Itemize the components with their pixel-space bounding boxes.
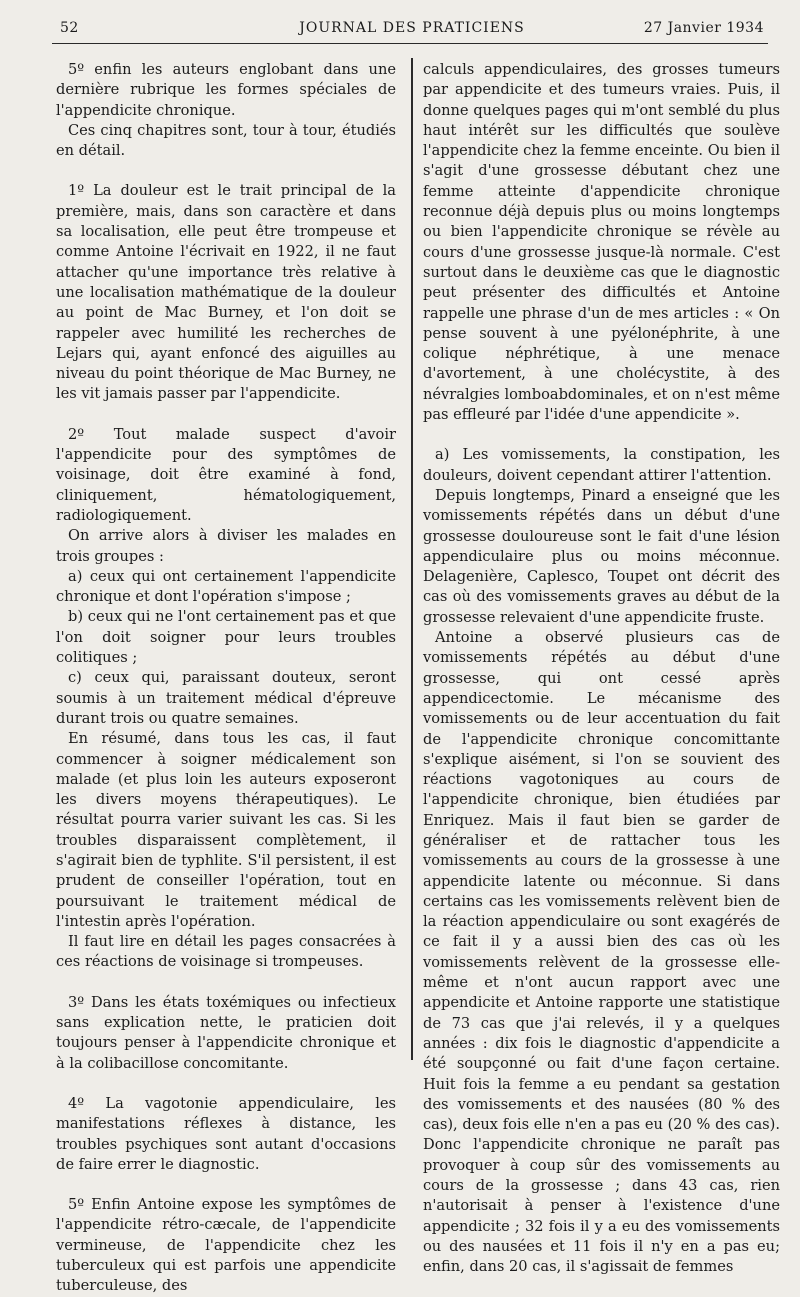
right-column	[423, 60, 780, 1278]
page-number: 52	[60, 20, 79, 36]
left-column	[56, 60, 396, 1297]
paragraph: a) ceux qui ont certainement l'appendicite chronique et dont l'opération s'impose ;	[56, 567, 396, 606]
paragraph: b) ceux qui ne l'ont certainement pas et que l'on doit soigner pour leurs troubles colitiques ;	[56, 608, 396, 667]
paragraph: 2º Tout malade suspect d'avoir l'appendicite pour des symptômes de voisinage, doit être examiné à fond, cliniquement, hématologiquement, radiologiquement.	[56, 425, 396, 524]
page-header	[60, 20, 764, 42]
paragraph: 3º Dans les états toxémiques ou infectieux sans explication nette, le praticien doit toujours penser à l'appendicite chronique et à la colibacillose concomitante.	[56, 993, 396, 1072]
paragraph: On arrive alors à diviser les malades en trois groupes :	[56, 527, 396, 565]
column-divider	[411, 58, 413, 1060]
paragraph: 4º La vagotonie appendiculaire, les manifestations réflexes à distance, les troubles psychiques sont autant d'occasions de faire errer le diagnostic.	[56, 1094, 396, 1173]
issue-date: 27 Janvier 1934	[643, 20, 764, 36]
paragraph: Il faut lire en détail les pages consacrées à ces réactions de voisinage si trompeuses.	[56, 933, 396, 971]
paragraph: a) Les vomissements, la constipation, les douleurs, doivent cependant attirer l'attention.	[423, 446, 780, 484]
paragraph: 5º Enfin Antoine expose les symptômes de l'appendicite rétro-cæcale, de l'appendicite vermineuse, de l'appendicite chez les tuberculeux qui est parfois une appendicite tuberculeuse, des	[56, 1196, 396, 1295]
journal-title: JOURNAL DES PRATICIENS	[299, 20, 525, 36]
paragraph: 1º La douleur est le trait principal de la première, mais, dans son caractère et dans sa localisation, elle peut être trompeuse et comme Antoine l'écrivait en 1922, il ne faut attacher qu'une importance très relative à une localisation mathématique de la douleur au point de Mac Burney, et l'on doit se rappeler avec humilité les recherches de Lejars qui, ayant enfoncé des aiguilles au niveau du point théorique de Mac Burney, ne les vit jamais passer par l'appendicite.	[56, 182, 396, 403]
header-rule	[52, 43, 768, 44]
paragraph: En résumé, dans tous les cas, il faut commencer à soigner médicalement son malade (et plus loin les auteurs exposeront les divers moyens thérapeutiques). Le résultat pourra varier suivant les cas. Si les troubles disparaissent complètement, il s'agirait bien de typhlite. S'il persistent, il est prudent de conseiller l'opération, tout en poursuivant le traitement médical de l'intestin après l'opération.	[56, 730, 396, 930]
paragraph: c) ceux qui, paraissant douteux, seront soumis à un traitement médical d'épreuve durant trois ou quatre semaines.	[56, 669, 396, 727]
paragraph: 5º enfin les auteurs englobant dans une dernière rubrique les formes spéciales de l'appendicite chronique.	[56, 61, 396, 119]
paragraph: Antoine a observé plusieurs cas de vomissements répétés au début d'une grossesse, qui ont cessé après appendicectomie. Le mécanisme des vomissements ou de leur accentuation du fait de l'appendicite chronique concomittante s'explique aisément, si l'on se souvient des réactions vagotoniques au cours de l'appendicite chronique, bien étudiées par Enriquez. Mais il faut bien se garder de généraliser et de rattacher tous les vomissements au cours de la grossesse à une appendicite latente ou méconnue. Si dans certains cas les vomissements relèvent bien de la réaction appendiculaire ou sont exagérés de ce fait il y a aussi bien des cas où les vomissements relèvent de la grossesse elle-même et n'ont aucun rapport avec une appendicite et Antoine rapporte une statistique de 73 cas que j'ai relevés, il y a quelques années : dix fois le diagnostic d'appendicite a été soupçonné ou fait d'une façon certaine. Huit fois la femme a eu pendant sa gestation des vomissements et des nausées (80 % des cas), deux fois elle n'en a pas eu (20 % des cas). Donc l'appendicite chronique ne paraît pas provoquer à coup sûr des vomissements au cours de la grossesse ; dans 43 cas, rien n'autorisait à penser à l'existence d'une appendicite ; 32 fois il y a eu des vomissements ou des nausées et 11 fois il n'y en a pas eu; enfin, dans 20 cas, il s'agissait de femmes	[423, 629, 780, 1276]
paragraph: calculs appendiculaires, des grosses tumeurs par appendicite et des tumeurs vraies. Puis, il donne quelques pages qui m'ont semblé du plus haut intérêt sur les difficultés que soulève l'appendicite chez la femme enceinte. Ou bien il s'agit d'une grossesse débutant chez une femme atteinte d'appendicite chronique reconnue déjà depuis plus ou moins longtemps ou bien l'appendicite chronique se révèle au cours d'une grossesse jusque-là normale. C'est surtout dans le deuxième cas que le diagnostic peut présenter des difficultés et Antoine rappelle une phrase d'un de mes articles : « On pense souvent à une pyélonéphrite, à une colique néphrétique, à une menace d'avortement, à une cholécystite, à des névralgies lomboabdominales, et on n'est même pas effleuré par l'idée d'une appendicite ».	[423, 61, 780, 424]
paragraph: Depuis longtemps, Pinard a enseigné que les vomissements répétés dans un début d'une grossesse douloureuse sont le fait d'une lésion appendiculaire plus ou moins méconnue. Delagenière, Caplesco, Toupet ont décrit des cas où des vomissements graves au début de la grossesse relevaient d'une appendicite fruste.	[423, 486, 780, 626]
paragraph: Ces cinq chapitres sont, tour à tour, étudiés en détail.	[56, 121, 396, 160]
